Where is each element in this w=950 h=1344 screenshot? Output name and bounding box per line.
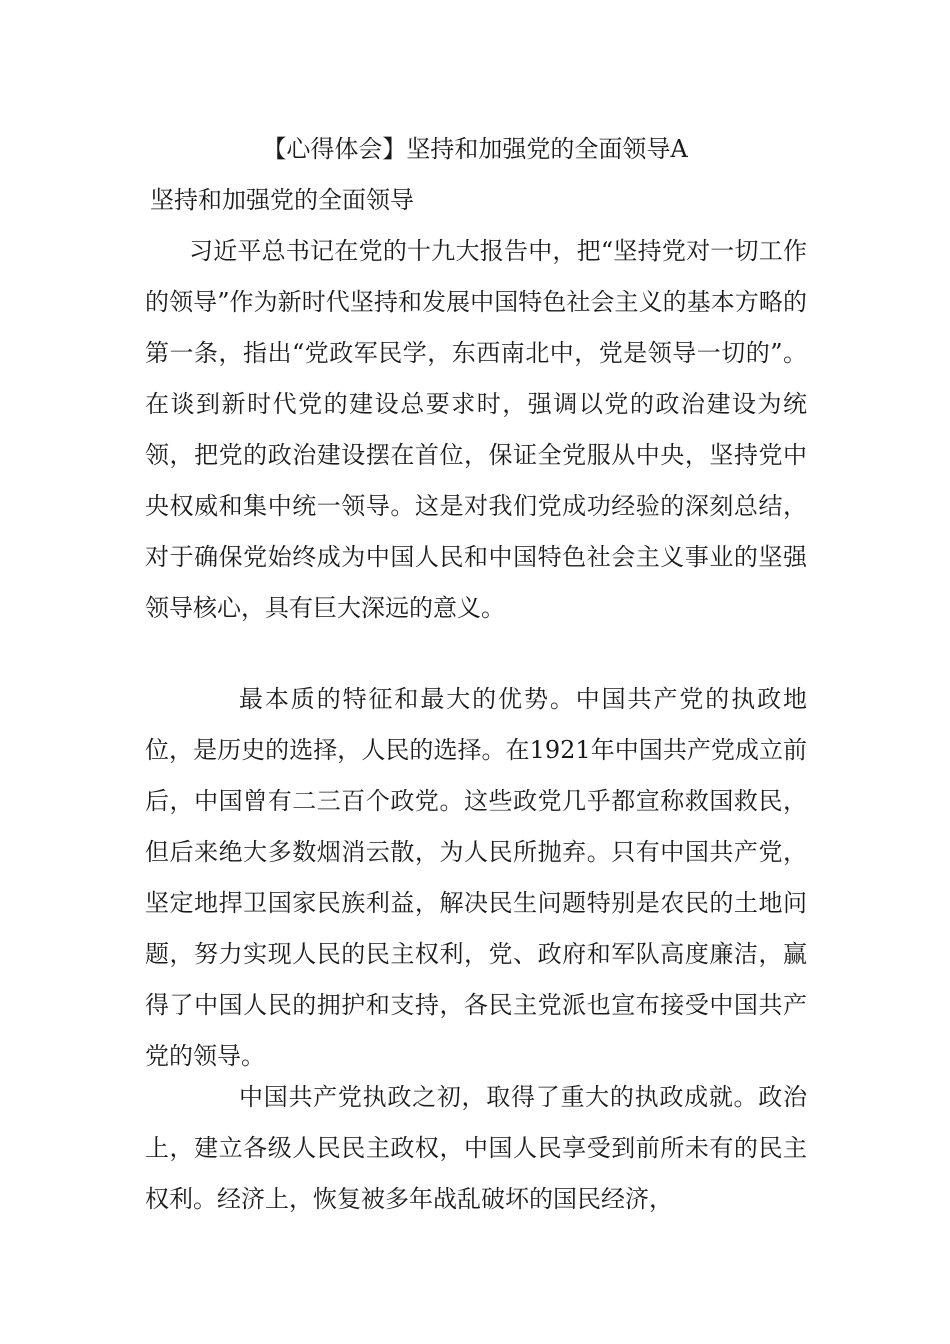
- paragraph-3: 中国共产党执政之初，取得了重大的执政成就。政治上，建立各级人民民主政权，中国人民享受到前所未有的民主权利。经济上，恢复被多年战乱破坏的国民经济，: [145, 1083, 807, 1213]
- document-title: 【心得体会】坚持和加强党的全面领导A: [262, 135, 688, 163]
- paragraph-2: 最本质的特征和最大的优势。中国共产党的执政地位，是历史的选择，人民的选择。在1921年中国共产党成立前后，中国曾有二三百个政党。这些政党几乎都宣称救国救民，但后来绝大多数烟消云散，为人民所抛弃。只有中国共产党，坚定地捍卫国家民族利益，解决民生问题特别是农民的土地问题，努力实现人民的民主权利，党、政府和军队高度廉洁，赢得了中国人民的拥护和支持，各民主党派也宣布接受中国共产党的领导。: [145, 685, 807, 1070]
- paragraph-1: 习近平总书记在党的十九大报告中，把“坚持党对一切工作的领导”作为新时代坚持和发展中国特色社会主义的基本方略的第一条，指出“党政军民学，东西南北中，党是领导一切的”。在谈到新时代党的建设总要求时，强调以党的政治建设为统领，把党的政治建设摆在首位，保证全党服从中央，坚持党中央权威和集中统一领导。这是对我们党成功经验的深刻总结，对于确保党始终成为中国人民和中国特色社会主义事业的坚强领导核心，具有巨大深远的意义。: [145, 237, 807, 622]
- document-subtitle: 坚持和加强党的全面领导: [150, 186, 414, 214]
